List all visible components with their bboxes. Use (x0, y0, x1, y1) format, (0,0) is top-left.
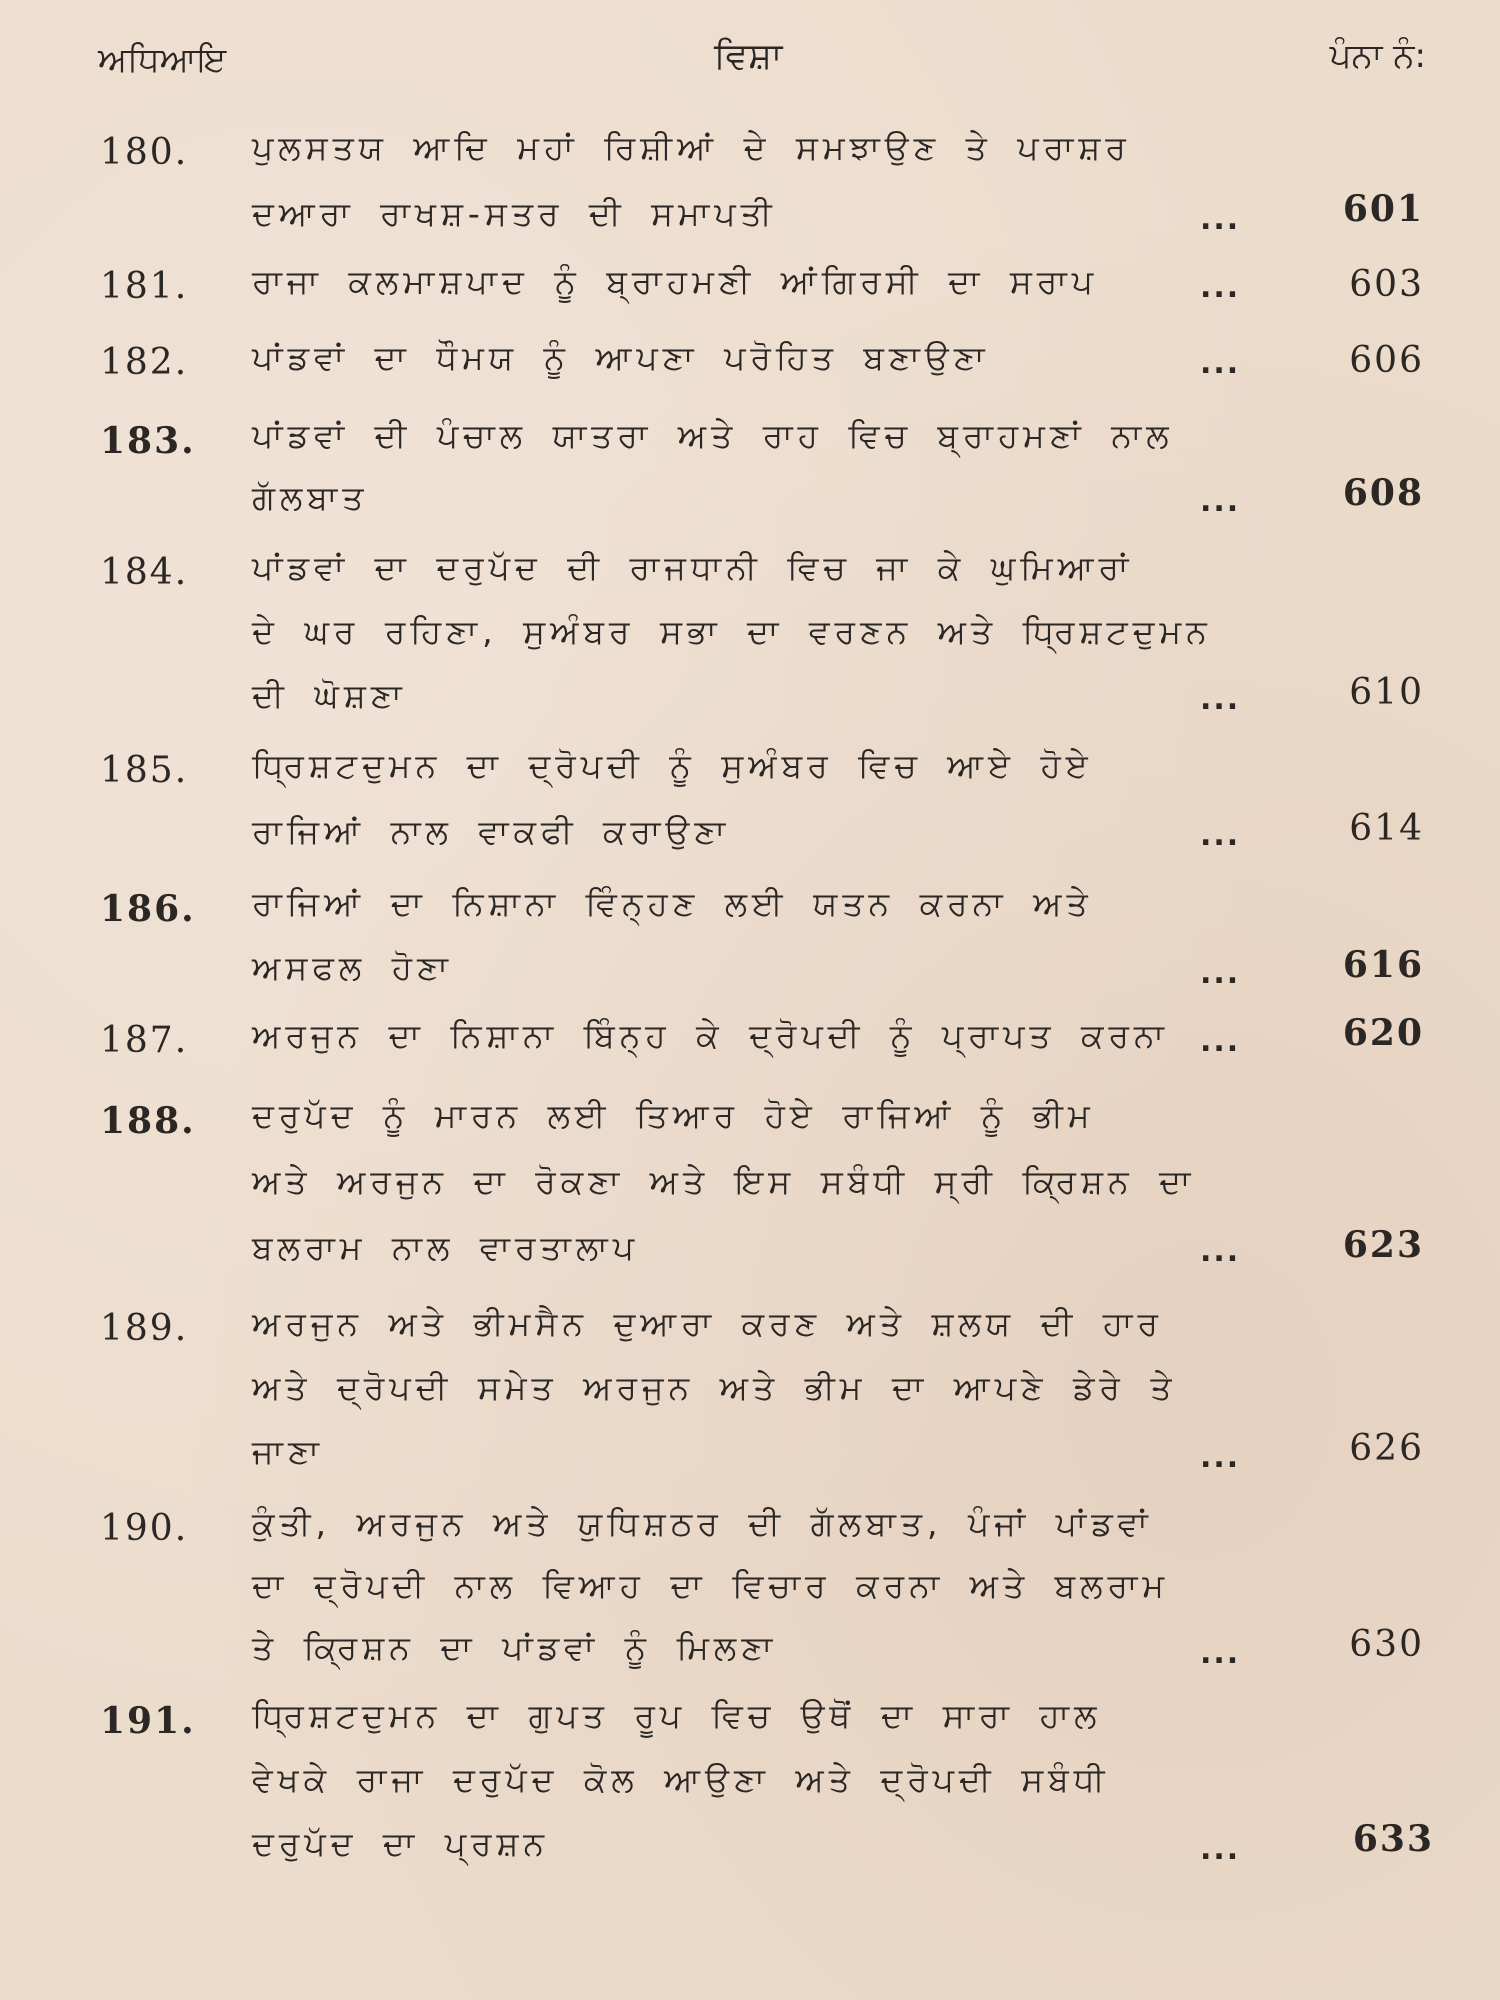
page-number: 630 (1349, 1624, 1424, 1665)
chapter-title (252, 1504, 1170, 1690)
chapter-number: 183. (100, 420, 196, 462)
chapter-title-line: ਬਲਰਾਮ ਨਾਲ ਵਾਰਤਾਲਾਪ (252, 1228, 640, 1267)
table-of-contents (0, 128, 1500, 1896)
chapter-title (252, 884, 1152, 1012)
chapter-title-line: ਅਰਜੁਨ ਦਾ ਨਿਸ਼ਾਨਾ ਬਿੰਨ੍ਹ ਕੇ ਦ੍ਰੋਪਦੀ ਨੂੰ ਪ੍ਰਾਪਤ ਕਰਨਾ (252, 1016, 1169, 1055)
chapter-number: 189. (100, 1308, 189, 1349)
leader-dots: ... (1200, 1440, 1241, 1475)
toc-entry (0, 1096, 1500, 1304)
chapter-title-line: ਅਰਜੁਨ ਅਤੇ ਭੀਮਸੈਨ ਦੁਆਰਾ ਕਰਣ ਅਤੇ ਸ਼ਲਯ ਦੀ ਹਾਰ (252, 1304, 1163, 1343)
page-number: 620 (1342, 1012, 1424, 1054)
chapter-title-line: ਦੇ ਘਰ ਰਹਿਣਾ, ਸੁਅੰਬਰ ਸਭਾ ਦਾ ਵਰਣਨ ਅਤੇ ਧ੍ਰਿਸ਼ਟਦੁਮਨ (252, 612, 1212, 651)
leader-dots: ... (1200, 270, 1241, 305)
toc-entry (0, 1304, 1500, 1504)
chapter-title-line: ਕੁੰਤੀ, ਅਰਜੁਨ ਅਤੇ ਯੁਧਿਸ਼ਠਰ ਦੀ ਗੱਲਬਾਤ, ਪੰਜਾਂ ਪਾਂਡਵਾਂ (252, 1504, 1153, 1543)
page-number: 608 (1342, 472, 1424, 514)
leader-dots: ... (1200, 1234, 1241, 1269)
toc-entry (0, 128, 1500, 262)
chapter-number: 180. (100, 132, 189, 173)
chapter-title (252, 548, 1212, 740)
toc-entry (0, 884, 1500, 1016)
toc-entry (0, 338, 1500, 416)
leader-dots: ... (1200, 956, 1241, 991)
chapter-title-line: ਪਾਂਡਵਾਂ ਦਾ ਧੌਮਯ ਨੂੰ ਆਪਣਾ ਪਰੋਹਿਤ ਬਣਾਉਣਾ (252, 338, 990, 377)
chapter-title (252, 1016, 1169, 1082)
toc-entry (0, 548, 1500, 746)
subject-column-heading: ਵਿਸ਼ਾ (714, 36, 783, 77)
toc-entry (0, 1696, 1500, 1896)
chapter-title-line: ਦਾ ਦ੍ਰੋਪਦੀ ਨਾਲ ਵਿਆਹ ਦਾ ਵਿਚਾਰ ਕਰਨਾ ਅਤੇ ਬਲਰਾਮ (252, 1566, 1170, 1605)
chapter-title-line: ਰਾਜਿਆਂ ਨਾਲ ਵਾਕਫੀ ਕਰਾਉਣਾ (252, 812, 731, 851)
toc-entry (0, 1504, 1500, 1696)
toc-entry (0, 1012, 1500, 1096)
page-number: 603 (1349, 264, 1424, 305)
leader-dots: ... (1200, 346, 1241, 381)
leader-dots: ... (1200, 1024, 1241, 1059)
chapter-title (252, 128, 1152, 260)
leader-dots: ... (1200, 818, 1241, 853)
chapter-number: 181. (100, 266, 189, 307)
chapter-title-line: ਜਾਣਾ (252, 1432, 324, 1471)
chapter-number: 185. (100, 750, 189, 791)
chapter-number: 184. (100, 552, 189, 593)
chapter-title-line: ਅਤੇ ਅਰਜੁਨ ਦਾ ਰੋਕਣਾ ਅਤੇ ਇਸ ਸਬੰਧੀ ਸ੍ਰੀ ਕ੍ਰਿਸ਼ਨ ਦਾ (252, 1162, 1196, 1201)
chapter-title-line: ਰਾਜਾ ਕਲਮਾਸ਼ਪਾਦ ਨੂੰ ਬ੍ਰਾਹਮਣੀ ਆਂਗਿਰਸੀ ਦਾ ਸਰਾਪ (252, 262, 1099, 301)
chapter-title-line: ਤੇ ਕ੍ਰਿਸ਼ਨ ਦਾ ਪਾਂਡਵਾਂ ਨੂੰ ਮਿਲਣਾ (252, 1628, 778, 1667)
chapter-title (252, 746, 1152, 878)
toc-entry (0, 746, 1500, 884)
chapter-column-heading: ਅਧਿਆਇ (98, 40, 227, 80)
toc-header (0, 30, 1500, 90)
chapter-title (252, 416, 1174, 540)
chapter-title-line: ਧ੍ਰਿਸ਼ਟਦੁਮਨ ਦਾ ਦ੍ਰੋਪਦੀ ਨੂੰ ਸੁਅੰਬਰ ਵਿਚ ਆਏ ਹੋਏ (252, 746, 1093, 785)
page-number-column-heading: ਪੰਨਾ ਨੰ: (1329, 36, 1426, 76)
page-number: 626 (1349, 1428, 1424, 1469)
leader-dots: ... (1200, 682, 1241, 717)
chapter-title (252, 262, 1152, 328)
leader-dots: ... (1200, 1832, 1241, 1867)
chapter-title-line: ਦੀ ਘੋਸ਼ਣਾ (252, 676, 407, 715)
chapter-number: 187. (100, 1020, 189, 1061)
chapter-title-line: ਦਰੁਪੱਦ ਦਾ ਪ੍ਰਸ਼ਨ (252, 1824, 550, 1863)
chapter-number: 182. (100, 342, 189, 383)
chapter-title-line: ਪਾਂਡਵਾਂ ਦੀ ਪੰਚਾਲ ਯਾਤਰਾ ਅਤੇ ਰਾਹ ਵਿਚ ਬ੍ਰਾਹਮਣਾਂ ਨਾਲ (252, 416, 1174, 455)
toc-entry (0, 262, 1500, 338)
chapter-title-line: ਧ੍ਰਿਸ਼ਟਦੁਮਨ ਦਾ ਗੁਪਤ ਰੂਪ ਵਿਚ ਉਥੋਂ ਦਾ ਸਾਰਾ ਹਾਲ (252, 1696, 1102, 1735)
chapter-title-line: ਦਆਰਾ ਰਾਖਸ਼-ਸਤਰ ਦੀ ਸਮਾਪਤੀ (252, 194, 777, 233)
leader-dots: ... (1200, 1636, 1241, 1671)
chapter-number: 188. (100, 1100, 196, 1142)
chapter-title-line: ਪਾਂਡਵਾਂ ਦਾ ਦਰੁਪੱਦ ਦੀ ਰਾਜਧਾਨੀ ਵਿਚ ਜਾ ਕੇ ਘੁਮਿਆਰਾਂ (252, 548, 1134, 587)
page-number: 606 (1349, 340, 1424, 381)
page-number: 616 (1342, 944, 1424, 986)
chapter-title-line: ਪੁਲਸਤਯ ਆਦਿ ਮਹਾਂ ਰਿਸ਼ੀਆਂ ਦੇ ਸਮਝਾਉਣ ਤੇ ਪਰਾਸ਼ਰ (252, 128, 1131, 167)
chapter-number: 190. (100, 1508, 189, 1549)
chapter-title-line: ਅਤੇ ਦ੍ਰੋਪਦੀ ਸਮੇਤ ਅਰਜੁਨ ਅਤੇ ਭੀਮ ਦਾ ਆਪਣੇ ਡੇਰੇ ਤੇ (252, 1368, 1177, 1407)
page-number: 610 (1349, 672, 1424, 713)
page-number: 633 (1352, 1818, 1434, 1860)
page-number: 601 (1342, 188, 1424, 230)
chapter-title-line: ਗੱਲਬਾਤ (252, 478, 369, 517)
chapter-title (252, 338, 1152, 404)
chapter-number: 186. (100, 888, 196, 930)
leader-dots: ... (1200, 202, 1241, 237)
chapter-title (252, 1696, 1152, 1888)
chapter-title-line: ਵੇਖਕੇ ਰਾਜਾ ਦਰੁਪੱਦ ਕੋਲ ਆਉਣਾ ਅਤੇ ਦ੍ਰੋਪਦੀ ਸਬੰਧੀ (252, 1760, 1110, 1799)
page-number: 623 (1342, 1224, 1424, 1266)
chapter-title (252, 1304, 1177, 1496)
chapter-title (252, 1096, 1196, 1294)
page-number: 614 (1349, 808, 1424, 849)
toc-entry (0, 416, 1500, 548)
chapter-title-line: ਅਸਫਲ ਹੋਣਾ (252, 948, 453, 987)
chapter-number: 191. (100, 1700, 196, 1742)
chapter-title-line: ਰਾਜਿਆਂ ਦਾ ਨਿਸ਼ਾਨਾ ਵਿੰਨ੍ਹਣ ਲਈ ਯਤਨ ਕਰਨਾ ਅਤੇ (252, 884, 1093, 923)
chapter-title-line: ਦਰੁਪੱਦ ਨੂੰ ਮਾਰਨ ਲਈ ਤਿਆਰ ਹੋਏ ਰਾਜਿਆਂ ਨੂੰ ਭੀਮ (252, 1096, 1095, 1135)
leader-dots: ... (1200, 484, 1241, 519)
